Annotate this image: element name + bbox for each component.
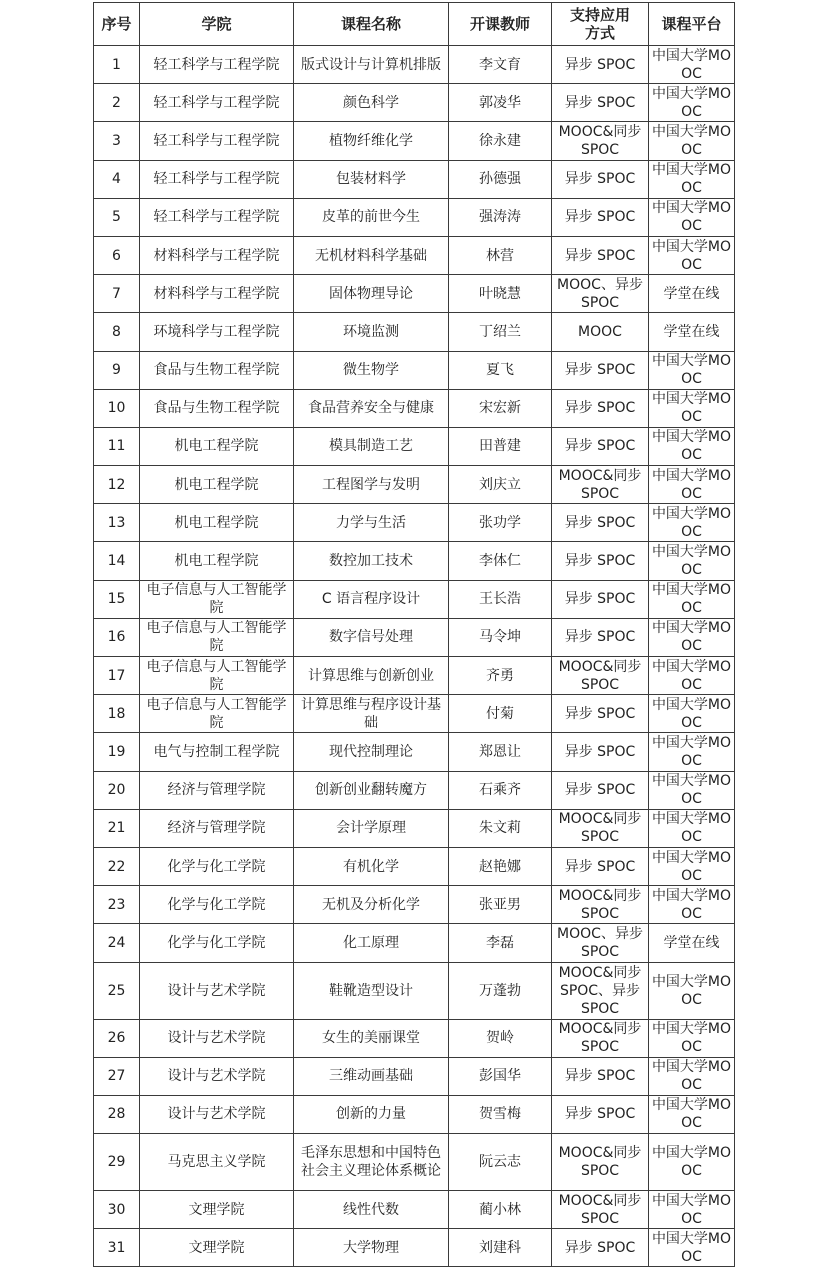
table-row xyxy=(94,733,735,771)
cell-platform: 中国大学MOOC xyxy=(649,542,735,580)
header-row xyxy=(94,3,735,46)
cell-course: 皮革的前世今生 xyxy=(294,198,449,236)
table-row xyxy=(94,771,735,809)
cell-college: 材料科学与工程学院 xyxy=(140,236,294,274)
cell-index: 25 xyxy=(94,962,140,1019)
cell-college: 马克思主义学院 xyxy=(140,1134,294,1191)
cell-platform: 中国大学MOOC xyxy=(649,1134,735,1191)
cell-index: 21 xyxy=(94,809,140,847)
cell-mode: MOOC&同步 SPOC xyxy=(552,122,649,160)
cell-course: 会计学原理 xyxy=(294,809,449,847)
cell-college: 机电工程学院 xyxy=(140,427,294,465)
cell-teacher: 宋宏新 xyxy=(449,389,552,427)
cell-platform: 中国大学MOOC xyxy=(649,389,735,427)
cell-college: 化学与化工学院 xyxy=(140,924,294,962)
cell-teacher: 彭国华 xyxy=(449,1057,552,1095)
cell-course: C 语言程序设计 xyxy=(294,580,449,618)
cell-mode: MOOC&同步 SPOC xyxy=(552,1134,649,1191)
cell-index: 7 xyxy=(94,275,140,313)
cell-platform: 中国大学MOOC xyxy=(649,1191,735,1229)
table-row xyxy=(94,1191,735,1229)
cell-teacher: 赵艳娜 xyxy=(449,847,552,885)
cell-index: 15 xyxy=(94,580,140,618)
table-row xyxy=(94,847,735,885)
cell-mode: MOOC xyxy=(552,313,649,351)
cell-mode: 异步 SPOC xyxy=(552,542,649,580)
cell-platform: 中国大学MOOC xyxy=(649,46,735,84)
cell-mode: 异步 SPOC xyxy=(552,771,649,809)
cell-teacher: 刘建科 xyxy=(449,1229,552,1267)
header-index: 序号 xyxy=(94,3,140,46)
cell-college: 轻工科学与工程学院 xyxy=(140,46,294,84)
cell-college: 设计与艺术学院 xyxy=(140,1095,294,1133)
cell-college: 机电工程学院 xyxy=(140,542,294,580)
cell-course: 创新创业翻转魔方 xyxy=(294,771,449,809)
table-row xyxy=(94,1057,735,1095)
cell-course: 计算思维与程序设计基础 xyxy=(294,695,449,733)
cell-college: 文理学院 xyxy=(140,1191,294,1229)
cell-college: 设计与艺术学院 xyxy=(140,1019,294,1057)
table-row xyxy=(94,809,735,847)
cell-college: 化学与化工学院 xyxy=(140,886,294,924)
cell-course: 环境监测 xyxy=(294,313,449,351)
table-body xyxy=(94,46,735,1267)
table-row xyxy=(94,618,735,656)
cell-mode: 异步 SPOC xyxy=(552,1229,649,1267)
cell-mode: MOOC&同步 SPOC xyxy=(552,466,649,504)
cell-course: 现代控制理论 xyxy=(294,733,449,771)
table-row xyxy=(94,236,735,274)
cell-platform: 中国大学MOOC xyxy=(649,1019,735,1057)
cell-teacher: 石乘齐 xyxy=(449,771,552,809)
cell-index: 16 xyxy=(94,618,140,656)
table-row xyxy=(94,84,735,122)
cell-college: 食品与生物工程学院 xyxy=(140,389,294,427)
cell-platform: 中国大学MOOC xyxy=(649,695,735,733)
cell-teacher: 强涛涛 xyxy=(449,198,552,236)
cell-course: 数控加工技术 xyxy=(294,542,449,580)
cell-platform: 中国大学MOOC xyxy=(649,771,735,809)
cell-mode: 异步 SPOC xyxy=(552,504,649,542)
cell-mode: 异步 SPOC xyxy=(552,389,649,427)
cell-index: 26 xyxy=(94,1019,140,1057)
cell-college: 电子信息与人工智能学院 xyxy=(140,580,294,618)
cell-index: 5 xyxy=(94,198,140,236)
cell-teacher: 孙德强 xyxy=(449,160,552,198)
cell-mode: MOOC、异步 SPOC xyxy=(552,924,649,962)
cell-course: 固体物理导论 xyxy=(294,275,449,313)
cell-index: 27 xyxy=(94,1057,140,1095)
cell-college: 电气与控制工程学院 xyxy=(140,733,294,771)
cell-teacher: 李体仁 xyxy=(449,542,552,580)
cell-course: 三维动画基础 xyxy=(294,1057,449,1095)
cell-platform: 中国大学MOOC xyxy=(649,1057,735,1095)
table-row xyxy=(94,198,735,236)
cell-teacher: 王长浩 xyxy=(449,580,552,618)
cell-teacher: 蔺小林 xyxy=(449,1191,552,1229)
cell-platform: 中国大学MOOC xyxy=(649,847,735,885)
table-row xyxy=(94,1134,735,1191)
cell-mode: 异步 SPOC xyxy=(552,1057,649,1095)
table-row xyxy=(94,657,735,695)
cell-mode: 异步 SPOC xyxy=(552,46,649,84)
table-row xyxy=(94,313,735,351)
header-mode: 支持应用方式 xyxy=(552,3,649,46)
cell-mode: 异步 SPOC xyxy=(552,580,649,618)
cell-mode: 异步 SPOC xyxy=(552,733,649,771)
cell-course: 大学物理 xyxy=(294,1229,449,1267)
cell-teacher: 齐勇 xyxy=(449,657,552,695)
cell-teacher: 夏飞 xyxy=(449,351,552,389)
cell-course: 计算思维与创新创业 xyxy=(294,657,449,695)
cell-index: 23 xyxy=(94,886,140,924)
cell-index: 6 xyxy=(94,236,140,274)
cell-course: 颜色科学 xyxy=(294,84,449,122)
header-platform: 课程平台 xyxy=(649,3,735,46)
cell-course: 女生的美丽课堂 xyxy=(294,1019,449,1057)
cell-course: 微生物学 xyxy=(294,351,449,389)
cell-course: 版式设计与计算机排版 xyxy=(294,46,449,84)
cell-index: 31 xyxy=(94,1229,140,1267)
header-teacher: 开课教师 xyxy=(449,3,552,46)
cell-platform: 中国大学MOOC xyxy=(649,466,735,504)
cell-platform: 中国大学MOOC xyxy=(649,657,735,695)
cell-college: 设计与艺术学院 xyxy=(140,1057,294,1095)
cell-teacher: 叶晓慧 xyxy=(449,275,552,313)
cell-teacher: 徐永建 xyxy=(449,122,552,160)
cell-teacher: 郭凌华 xyxy=(449,84,552,122)
cell-index: 29 xyxy=(94,1134,140,1191)
cell-college: 食品与生物工程学院 xyxy=(140,351,294,389)
table-row xyxy=(94,695,735,733)
cell-college: 轻工科学与工程学院 xyxy=(140,160,294,198)
cell-platform: 中国大学MOOC xyxy=(649,160,735,198)
cell-college: 经济与管理学院 xyxy=(140,809,294,847)
cell-platform: 中国大学MOOC xyxy=(649,504,735,542)
cell-course: 工程图学与发明 xyxy=(294,466,449,504)
cell-college: 经济与管理学院 xyxy=(140,771,294,809)
cell-course: 鞋靴造型设计 xyxy=(294,962,449,1019)
cell-platform: 中国大学MOOC xyxy=(649,886,735,924)
cell-teacher: 林营 xyxy=(449,236,552,274)
cell-platform: 学堂在线 xyxy=(649,924,735,962)
table-row xyxy=(94,1095,735,1133)
cell-index: 28 xyxy=(94,1095,140,1133)
cell-teacher: 李磊 xyxy=(449,924,552,962)
cell-college: 机电工程学院 xyxy=(140,504,294,542)
cell-teacher: 郑恩让 xyxy=(449,733,552,771)
cell-mode: MOOC&同步 SPOC xyxy=(552,657,649,695)
cell-teacher: 付菊 xyxy=(449,695,552,733)
cell-platform: 中国大学MOOC xyxy=(649,618,735,656)
cell-mode: 异步 SPOC xyxy=(552,198,649,236)
cell-platform: 中国大学MOOC xyxy=(649,809,735,847)
cell-index: 19 xyxy=(94,733,140,771)
cell-index: 8 xyxy=(94,313,140,351)
cell-course: 植物纤维化学 xyxy=(294,122,449,160)
cell-teacher: 张亚男 xyxy=(449,886,552,924)
cell-platform: 中国大学MOOC xyxy=(649,427,735,465)
header-course: 课程名称 xyxy=(294,3,449,46)
cell-index: 9 xyxy=(94,351,140,389)
cell-course: 线性代数 xyxy=(294,1191,449,1229)
cell-mode: 异步 SPOC xyxy=(552,695,649,733)
table-row xyxy=(94,962,735,1019)
cell-teacher: 田普建 xyxy=(449,427,552,465)
cell-mode: MOOC&同步 SPOC、异步 SPOC xyxy=(552,962,649,1019)
table-row xyxy=(94,924,735,962)
cell-platform: 中国大学MOOC xyxy=(649,84,735,122)
table-row xyxy=(94,351,735,389)
header-college: 学院 xyxy=(140,3,294,46)
cell-college: 化学与化工学院 xyxy=(140,847,294,885)
table-row xyxy=(94,160,735,198)
cell-course: 包装材料学 xyxy=(294,160,449,198)
cell-college: 电子信息与人工智能学院 xyxy=(140,657,294,695)
cell-mode: 异步 SPOC xyxy=(552,847,649,885)
cell-course: 食品营养安全与健康 xyxy=(294,389,449,427)
cell-teacher: 马令坤 xyxy=(449,618,552,656)
cell-platform: 中国大学MOOC xyxy=(649,962,735,1019)
cell-mode: 异步 SPOC xyxy=(552,160,649,198)
table-row xyxy=(94,46,735,84)
cell-index: 13 xyxy=(94,504,140,542)
cell-course: 数字信号处理 xyxy=(294,618,449,656)
table-row xyxy=(94,1229,735,1267)
table-header xyxy=(94,3,735,46)
cell-index: 20 xyxy=(94,771,140,809)
table-row xyxy=(94,542,735,580)
cell-college: 轻工科学与工程学院 xyxy=(140,122,294,160)
table-row xyxy=(94,1019,735,1057)
table-row xyxy=(94,275,735,313)
table-row xyxy=(94,122,735,160)
cell-mode: MOOC&同步 SPOC xyxy=(552,809,649,847)
cell-teacher: 贺岭 xyxy=(449,1019,552,1057)
cell-teacher: 张功学 xyxy=(449,504,552,542)
table-row xyxy=(94,466,735,504)
cell-college: 电子信息与人工智能学院 xyxy=(140,618,294,656)
cell-mode: MOOC&同步 SPOC xyxy=(552,1019,649,1057)
cell-platform: 学堂在线 xyxy=(649,313,735,351)
cell-college: 电子信息与人工智能学院 xyxy=(140,695,294,733)
cell-index: 22 xyxy=(94,847,140,885)
cell-course: 力学与生活 xyxy=(294,504,449,542)
cell-course: 无机材料科学基础 xyxy=(294,236,449,274)
cell-college: 材料科学与工程学院 xyxy=(140,275,294,313)
cell-teacher: 刘庆立 xyxy=(449,466,552,504)
cell-index: 2 xyxy=(94,84,140,122)
cell-college: 机电工程学院 xyxy=(140,466,294,504)
cell-platform: 中国大学MOOC xyxy=(649,580,735,618)
cell-college: 文理学院 xyxy=(140,1229,294,1267)
cell-teacher: 贺雪梅 xyxy=(449,1095,552,1133)
cell-college: 设计与艺术学院 xyxy=(140,962,294,1019)
cell-course: 化工原理 xyxy=(294,924,449,962)
cell-mode: MOOC&同步 SPOC xyxy=(552,1191,649,1229)
cell-index: 4 xyxy=(94,160,140,198)
cell-index: 24 xyxy=(94,924,140,962)
cell-teacher: 阮云志 xyxy=(449,1134,552,1191)
cell-index: 12 xyxy=(94,466,140,504)
cell-index: 1 xyxy=(94,46,140,84)
course-table xyxy=(93,2,735,1267)
cell-platform: 中国大学MOOC xyxy=(649,122,735,160)
cell-course: 创新的力量 xyxy=(294,1095,449,1133)
table-row xyxy=(94,580,735,618)
table-row xyxy=(94,886,735,924)
table-row xyxy=(94,504,735,542)
cell-index: 17 xyxy=(94,657,140,695)
cell-index: 10 xyxy=(94,389,140,427)
cell-teacher: 李文育 xyxy=(449,46,552,84)
cell-mode: 异步 SPOC xyxy=(552,236,649,274)
cell-college: 环境科学与工程学院 xyxy=(140,313,294,351)
cell-mode: 异步 SPOC xyxy=(552,618,649,656)
cell-index: 14 xyxy=(94,542,140,580)
cell-platform: 学堂在线 xyxy=(649,275,735,313)
cell-platform: 中国大学MOOC xyxy=(649,1095,735,1133)
cell-index: 30 xyxy=(94,1191,140,1229)
cell-index: 3 xyxy=(94,122,140,160)
cell-course: 有机化学 xyxy=(294,847,449,885)
cell-course: 模具制造工艺 xyxy=(294,427,449,465)
cell-index: 18 xyxy=(94,695,140,733)
cell-mode: MOOC&同步 SPOC xyxy=(552,886,649,924)
cell-index: 11 xyxy=(94,427,140,465)
cell-platform: 中国大学MOOC xyxy=(649,351,735,389)
cell-platform: 中国大学MOOC xyxy=(649,733,735,771)
cell-teacher: 朱文莉 xyxy=(449,809,552,847)
cell-mode: 异步 SPOC xyxy=(552,1095,649,1133)
cell-mode: 异步 SPOC xyxy=(552,84,649,122)
cell-teacher: 万蓬勃 xyxy=(449,962,552,1019)
cell-mode: MOOC、异步 SPOC xyxy=(552,275,649,313)
cell-course: 无机及分析化学 xyxy=(294,886,449,924)
cell-platform: 中国大学MOOC xyxy=(649,1229,735,1267)
cell-mode: 异步 SPOC xyxy=(552,427,649,465)
cell-platform: 中国大学MOOC xyxy=(649,198,735,236)
table-row xyxy=(94,427,735,465)
cell-mode: 异步 SPOC xyxy=(552,351,649,389)
table-row xyxy=(94,389,735,427)
cell-teacher: 丁绍兰 xyxy=(449,313,552,351)
cell-college: 轻工科学与工程学院 xyxy=(140,84,294,122)
cell-course: 毛泽东思想和中国特色社会主义理论体系概论 xyxy=(294,1134,449,1191)
cell-college: 轻工科学与工程学院 xyxy=(140,198,294,236)
cell-platform: 中国大学MOOC xyxy=(649,236,735,274)
